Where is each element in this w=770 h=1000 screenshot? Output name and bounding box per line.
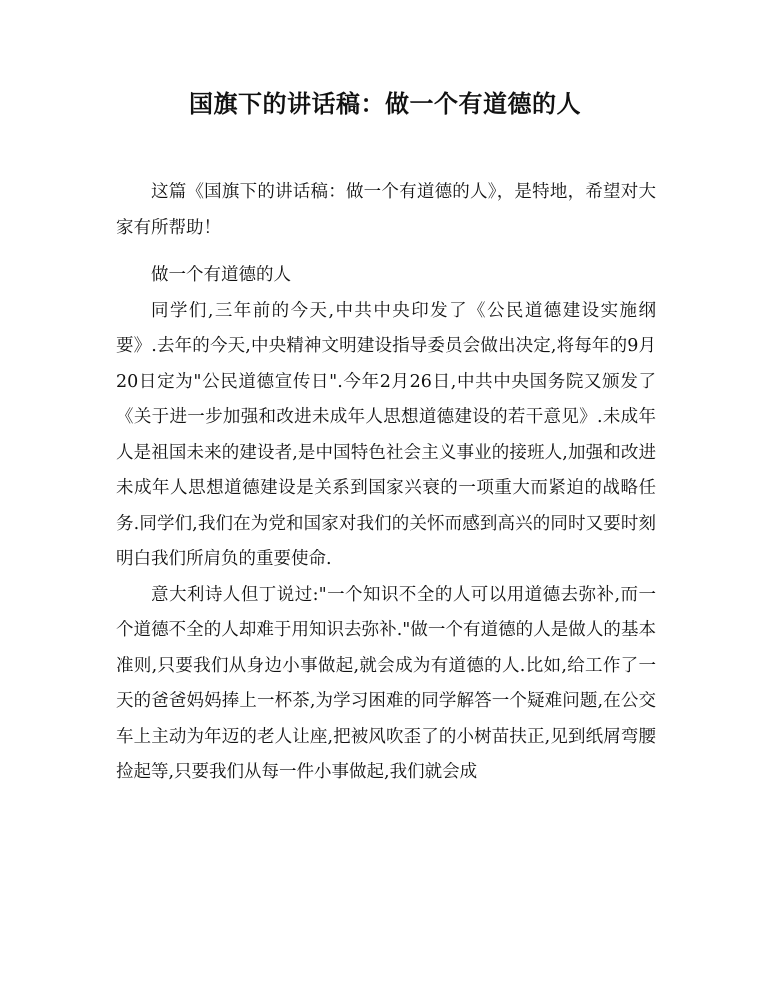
body-paragraph-1: 同学们,三年前的今天,中共中央印发了《公民道德建设实施纲要》.去年的今天,中央精神文明建设指导委员会做出决定,将每年的9月20日定为"公民道德宣传日".今年2月26日,中共中央国务院又颁发了《关于进一步加强和改进未成年人思想道德建设的若干意见》.未成年人是祖国未来的建设者,是中国特色社会主义事业的接班人,加强和改进未成年人思想道德建设是关系到国家兴衰的一项重大而紧迫的战略任务.同学们,我们在为党和国家对我们的关怀而感到高兴的同时又要时刻明白我们所肩负的重要使命.	[116, 300, 656, 569]
section-heading: 做一个有道德的人	[151, 265, 291, 285]
body-paragraph-2: 意大利诗人但丁说过:"一个知识不全的人可以用道德去弥补,而一个道德不全的人却难于用知识去弥补."做一个有道德的人是做人的基本准则,只要我们从身边小事做起,就会成为有道德的人.比如,给工作了一天的爸爸妈妈捧上一杯茶,为学习困难的同学解答一个疑难问题,在公交车上主动为年迈的老人让座,把被风吹歪了的小树苗扶正,见到纸屑弯腰捡起等,只要我们从每一件小事做起,我们就会成	[116, 584, 656, 782]
document-body	[116, 175, 656, 791]
page-title: 国旗下的讲话稿：做一个有道德的人	[189, 90, 581, 118]
intro-paragraph: 这篇《国旗下的讲话稿：做一个有道德的人》，是特地，希望对大家有所帮助！	[116, 182, 656, 238]
